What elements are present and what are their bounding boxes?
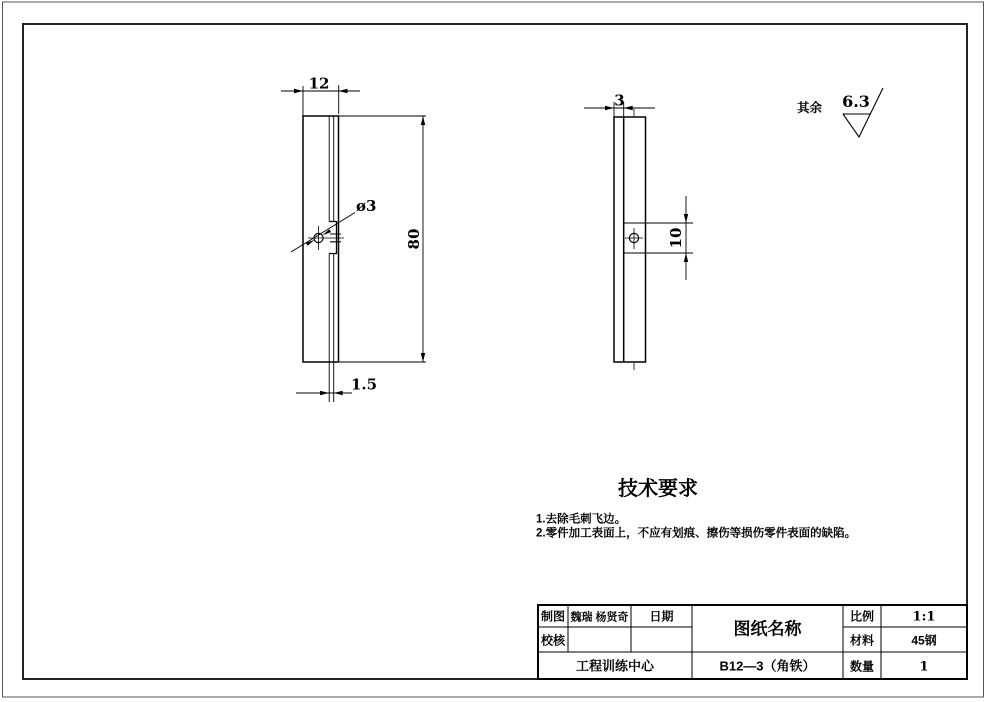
width-dim-text: 12 xyxy=(308,74,330,93)
quantity-value: 1 xyxy=(919,659,929,675)
slot-dim-arrow-left xyxy=(320,391,329,395)
fold-lines xyxy=(329,116,334,402)
drafter-label: 制图 xyxy=(540,609,566,624)
hole-dim-text: ø3 xyxy=(356,197,377,215)
quantity-label: 数量 xyxy=(849,659,875,674)
tech-req-item-2: 2.零件加工表面上，不应有划痕、擦伤等损伤零件表面的缺陷。 xyxy=(536,527,857,540)
scale-value: 1:1 xyxy=(912,609,936,625)
height-dim-arrow-bottom xyxy=(421,353,425,362)
notch-dim-arrow-top xyxy=(684,214,688,223)
surface-finish-value: 6.3 xyxy=(842,92,870,111)
thickness-dim-text: 3 xyxy=(614,91,625,110)
height-dim-text: 80 xyxy=(405,228,423,250)
height-dim-arrow-top xyxy=(421,116,425,125)
org-name: 工程训练中心 xyxy=(575,658,655,674)
material-label: 材料 xyxy=(849,633,875,648)
part-code: B12—3（角铁） xyxy=(719,658,816,674)
material-value: 45钢 xyxy=(911,633,937,648)
tech-req-item-1: 1.去除毛刺飞边。 xyxy=(536,513,627,526)
notch-dim-text: 10 xyxy=(667,227,685,249)
hole-leader-line xyxy=(291,213,355,253)
slot-dim-arrow-right xyxy=(334,391,343,395)
drafter-names: 魏瑞 杨贤奇 xyxy=(570,611,629,624)
notch-dim-arrow-bottom xyxy=(684,253,688,262)
surface-finish-prefix: 其余 xyxy=(797,101,823,115)
drawing-name-label: 图纸名称 xyxy=(733,619,802,639)
leader-arrow-lower xyxy=(306,240,315,246)
width-dim-arrow-left xyxy=(294,89,303,93)
scale-label: 比例 xyxy=(849,609,875,624)
tech-req-title: 技术要求 xyxy=(618,478,698,500)
checker-label: 校核 xyxy=(540,633,566,648)
slot-dim-text: 1.5 xyxy=(351,375,378,394)
side-hole-centerlines xyxy=(625,228,643,249)
thickness-dim-arrow-right xyxy=(624,106,633,110)
inner-frame xyxy=(23,24,967,679)
width-dim-arrow-right xyxy=(339,89,348,93)
date-label: 日期 xyxy=(649,609,674,624)
outer-border xyxy=(3,2,984,697)
front-view-outline xyxy=(303,116,339,362)
thickness-dim-arrow-left xyxy=(605,106,614,110)
